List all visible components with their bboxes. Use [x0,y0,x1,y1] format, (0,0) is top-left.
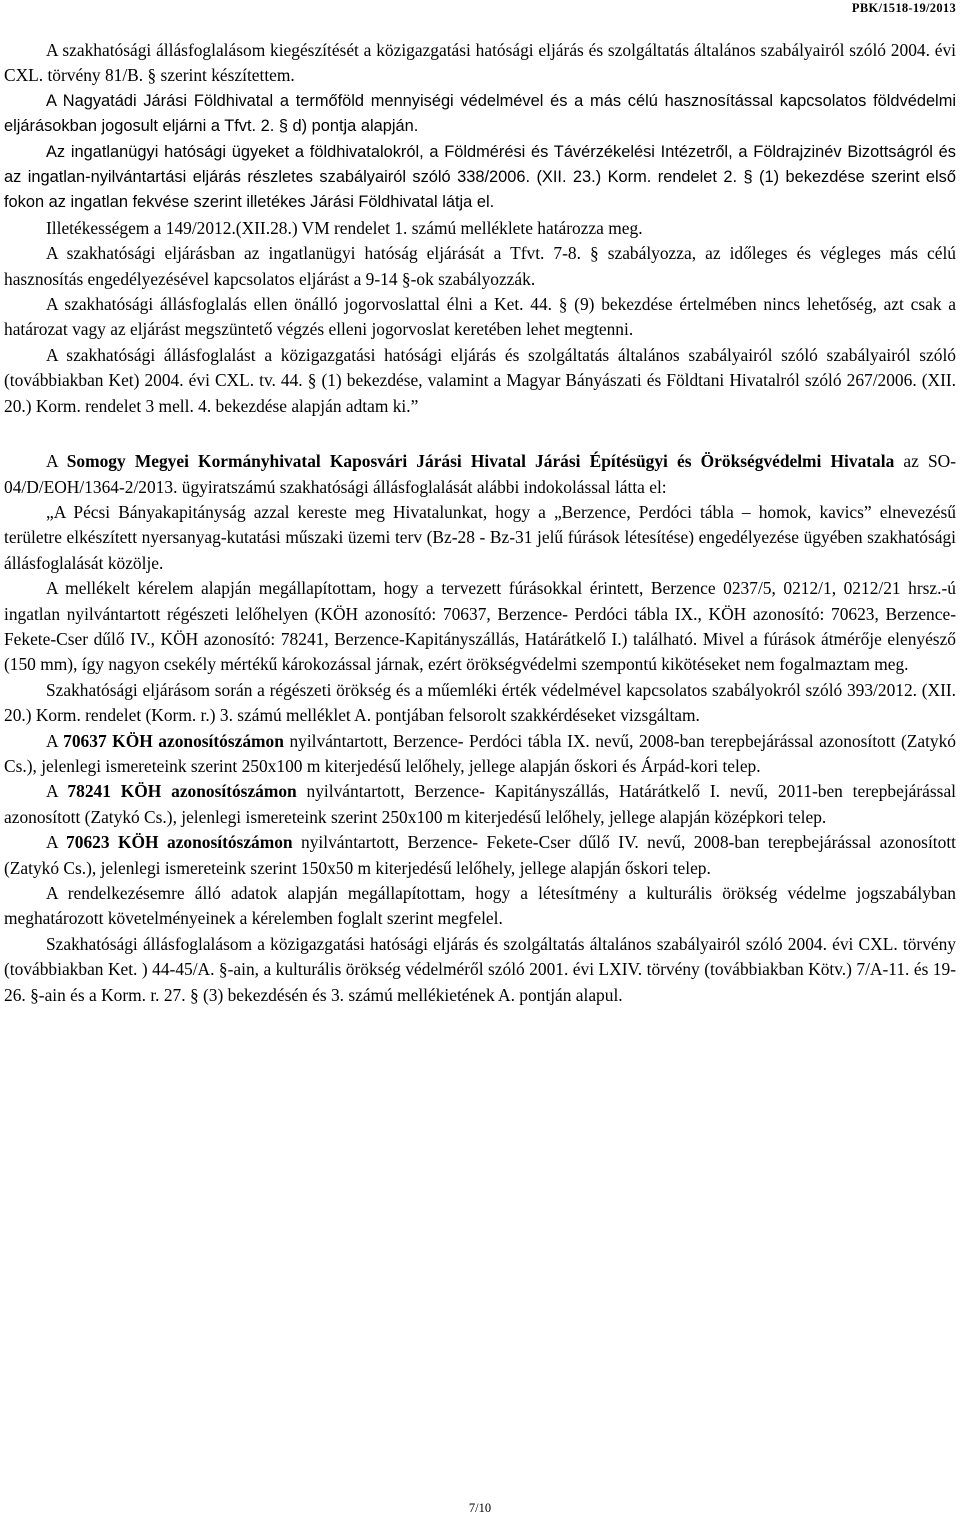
paragraph-3: Az ingatlanügyi hatósági ügyeket a földhivatalokról, a Földmérési és Távérzékelési Intézetről, a Földrajzinév Bizottságról és az ingatlan-nyilvántartási eljárás részletes szabályairól szóló 338/2006. (XII. 23.) Korm. rendelet 2. § (1) bekezdése szerint első fokon az ingatlan fekvése szerint illetékes Járási Földhivatal látja el. [4,142,956,212]
paragraph-13-lead: A [46,781,68,802]
paragraph-14 [4,830,956,881]
paragraph-10: A mellékelt kérelem alapján megállapítottam, hogy a tervezett fúrásokkal érintett, Berzence 0237/5, 0212/1, 0212/21 hrsz.-ú ingatlan nyilvántartott régészeti lelőhelyen (KÖH azonosító: 70637, Berzence- Perdóci tábla IX., KÖH azonosító: 70623, Berzence-Fekete-Cser dűlő IV., KÖH azonosító: 78241, Berzence-Kapitányszállás, Határátkelő I.) található. Mivel a fúrások átmérője elenyésző (150 mm), így nagyon csekély mértékű károkozással járnak, ezért örökségvédelmi szempontú kikötéseket nem fogalmaztam meg. [4,578,956,675]
paragraph-16: Szakhatósági állásfoglalásom a közigazgatási hatósági eljárás és szolgáltatás általános szabályairól szóló 2004. évi CXL. törvény (továbbiakban Ket. ) 44-45/A. §-ain, a kulturális örökség védelméről szóló 2001. évi LXIV. törvény (továbbiakban Kötv.) 7/A-11. és 19-26. §-ain és a Korm. r. 27. § (3) bekezdésén és 3. számú mellékietének A. pontján alapul. [4,933,956,1005]
paragraph-4: Illetékességem a 149/2012.(XII.28.) VM rendelet 1. számú melléklete határozza meg. [46,217,643,238]
paragraph-1: A szakhatósági állásfoglalásom kiegészítését a közigazgatási hatósági eljárás és szolgáltatás általános szabályairól szóló 2004. évi CXL. törvény 81/B. § szerint készítettem. [4,40,956,86]
paragraph-2: A Nagyatádi Járási Földhivatal a termőföld mennyiségi védelmével és a más célú hasznosítással kapcsolatos földvédelmi eljárásokban jogosult eljárni a Tfvt. 2. § d) pontja alapján. [4,91,956,136]
paragraph-14-lead: A [46,832,67,853]
paragraph-12-lead: A [46,730,64,751]
paragraph-7: A szakhatósági állásfoglalást a közigazgatási hatósági eljárás és szolgáltatás általános szabályairól szóló szabályairól szóló (továbbiakban Ket) 2004. évi CXL. tv. 44. § (1) bekezdése, valamint a Magyar Bányászati és Földtani Hivatalról szóló 267/2006. (XII. 20.) Korm. rendelet 3 mell. 4. bekezdése alapján adtam ki.” [4,344,956,416]
authority-name: Somogy Megyei Kormányhivatal Kaposvári Járási Hivatal Járási Építésügyi és Örökségvédelmi Hivatala [66,451,895,472]
page-number: 7/10 [468,1501,492,1515]
paragraph-13 [4,779,956,830]
section-gap [4,419,956,449]
paragraph-14-rest: nyilvántartott, Berzence- Fekete-Cser dűlő IV. nevű, 2008-ban terepbejárással azonosított (Zatykó Cs.), jelenlegi ismereteink szerint 150x50 m kiterjedésű lelőhely, jellege alapján őskori telep. [4,832,956,878]
document-id: PBK/1518-19/2013 [851,1,956,15]
site-id-70623: 70623 KÖH azonosítószámon [66,832,293,853]
paragraph-8-lead: A [46,451,67,472]
paragraph-5: A szakhatósági eljárásban az ingatlanügyi hatóság eljárását a Tfvt. 7-8. § szabályozza, az időleges és végleges más célú hasznosítás engedélyezésével kapcsolatos eljárást a 9-14 §-ok szabályozzák. [4,243,956,289]
paragraph-8-rest: az SO-04/D/EOH/1364-2/2013. ügyiratszámú szakhatósági állásfoglalását alábbi indokolással látta el: [4,451,957,497]
paragraph-15: A rendelkezésemre álló adatok alapján megállapítottam, hogy a létesítmény a kulturális örökség védelme jogszabályban meghatározott követelményeinek a kérelemben foglalt szerint megfelel. [4,883,956,929]
paragraph-8 [4,449,956,500]
site-id-78241: 78241 KÖH azonosítószámon [67,781,297,802]
paragraph-12 [4,729,956,780]
paragraph-11: Szakhatósági eljárásom során a régészeti örökség és a műemléki érték védelmével kapcsolatos szabályokról szóló 393/2012. (XII. 20.) Korm. rendelet (Korm. r.) 3. számú melléklet A. pontjában felsorolt szakkérdéseket vizsgáltam. [4,679,956,726]
paragraph-12-rest: nyilvántartott, Berzence- Perdóci tábla IX. nevű, 2008-ban terepbejárással azonosított (Zatykó Cs.), jelenlegi ismereteink szerint 250x100 m kiterjedésű lelőhely, jellege alapján őskori és Árpád-kori telep. [4,730,956,776]
site-id-70637: 70637 KÖH azonosítószámon [63,730,284,751]
paragraph-9: „A Pécsi Bányakapitányság azzal kereste meg Hivatalunkat, hogy a „Berzence, Perdóci tábla – homok, kavics” elnevezésű területre elkészített nyersanyag-kutatási műszaki üzemi terv (Bz-28 - Bz-31 jelű fúrások létesítése) engedélyezése ügyében szakhatósági állásfoglalását közölje. [4,501,956,573]
paragraph-6: A szakhatósági állásfoglalás ellen önálló jogorvoslattal élni a Ket. 44. § (9) bekezdése értelmében nincs lehetőség, azt csak a határozat vagy az eljárást megszüntető végzés elleni jogorvoslat keretében lehet megtenni. [4,294,956,340]
paragraph-13-rest: nyilvántartott, Berzence- Kapitányszállás, Határátkelő I. nevű, 2011-ben terepbejárással azonosított (Zatykó Cs.), jelenlegi ismereteink szerint 250x100 m kiterjedésű lelőhely, jellege alapján középkori telep. [4,781,956,827]
